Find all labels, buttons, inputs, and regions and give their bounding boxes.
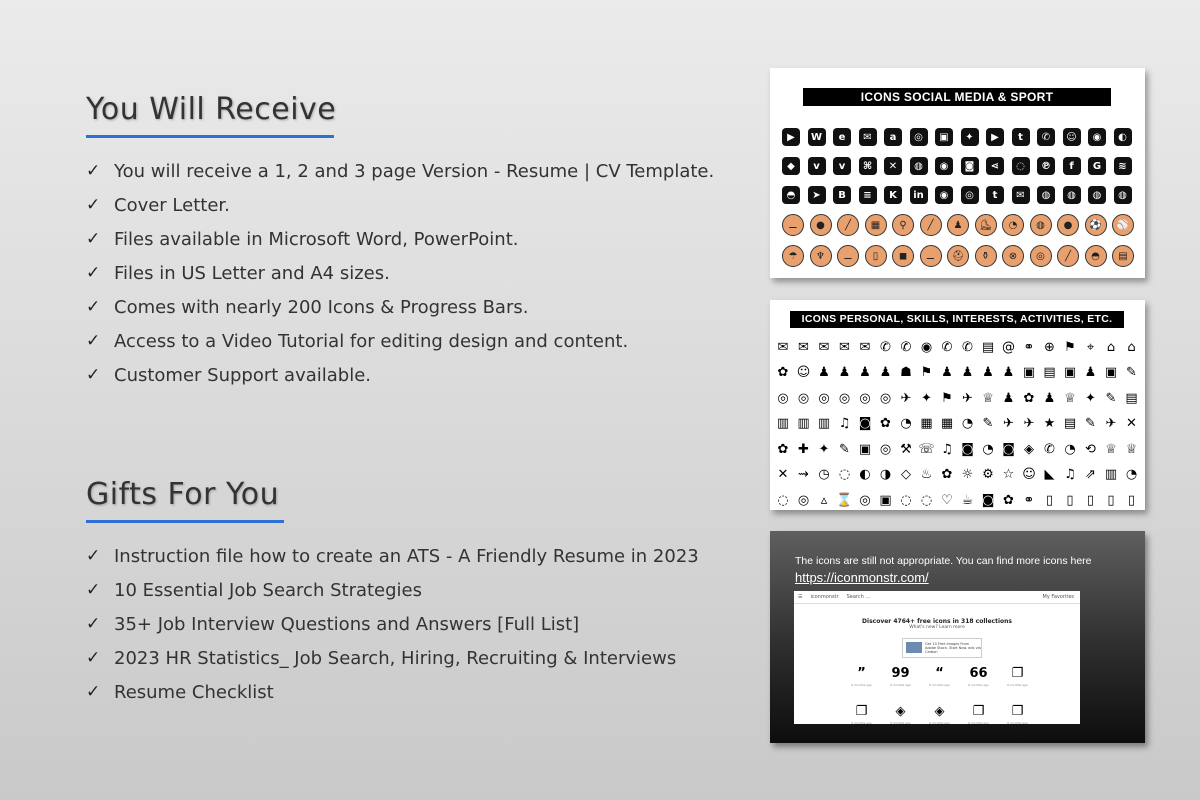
screenshot-icon-tile bbox=[998, 667, 1037, 687]
social-media-icon: ◉ bbox=[935, 157, 953, 175]
gifts-item-text: 35+ Job Interview Questions and Answers [Full List] bbox=[114, 613, 580, 635]
personal-skill-icon: ⌛ bbox=[836, 492, 853, 508]
personal-skill-icon: ✿ bbox=[1023, 390, 1035, 406]
sport-icon: ♆ bbox=[810, 245, 832, 267]
personal-skill-icon: ◔ bbox=[1064, 441, 1076, 457]
personal-skill-icon: @ bbox=[1002, 339, 1015, 355]
personal-skill-icon: ⟲ bbox=[1085, 441, 1096, 457]
personal-skill-icon: ◎ bbox=[838, 390, 851, 406]
screenshot-favorites: My Favorites bbox=[1042, 594, 1074, 600]
personal-skill-icon: ◑ bbox=[879, 467, 892, 482]
social-media-icon: ≡ bbox=[859, 186, 877, 204]
social-media-icon: ℗ bbox=[1037, 157, 1055, 175]
screenshot-icon-tile bbox=[842, 705, 881, 724]
sport-icon: ☂ bbox=[782, 245, 804, 267]
social-media-icon: t bbox=[986, 186, 1004, 204]
quote-icon: 99 bbox=[891, 666, 910, 681]
iconmonstr-link[interactable]: https://iconmonstr.com/ bbox=[795, 570, 929, 585]
menu-icon: ☰ bbox=[798, 594, 803, 600]
receive-title: You Will Receive bbox=[86, 92, 337, 127]
personal-skill-icon: ✉ bbox=[777, 339, 789, 355]
sport-icon: ⚲ bbox=[892, 214, 914, 236]
social-media-icon: ◎ bbox=[910, 128, 928, 146]
quote-icon: ❐ bbox=[855, 704, 868, 719]
personal-skill-icon: ✆ bbox=[962, 339, 973, 355]
receive-item bbox=[86, 290, 714, 324]
checkmark-icon: ✓ bbox=[86, 614, 101, 634]
screenshot-icon-grid bbox=[842, 667, 1037, 724]
personal-skill-icon: ✦ bbox=[1085, 390, 1096, 406]
personal-skill-icon: ✎ bbox=[982, 416, 994, 431]
icon-caption: 6 months ago bbox=[851, 683, 872, 687]
social-media-icon: ◆ bbox=[782, 157, 800, 175]
gifts-list bbox=[86, 539, 699, 709]
sport-icon: ▦ bbox=[865, 214, 887, 236]
screenshot-search: Search ... bbox=[846, 594, 871, 600]
quote-icon: ◈ bbox=[934, 704, 945, 719]
iconmonstr-note: The icons are still not appropriate. You can find more icons here bbox=[795, 555, 1092, 567]
ad-text: Get 10 Free Images From Adobe Stock. Start Now. ads via Carbon bbox=[925, 642, 981, 654]
quote-icon: “ bbox=[935, 666, 944, 681]
personal-skill-icon: ☏ bbox=[918, 441, 935, 457]
personal-skill-icon: ▥ bbox=[1104, 467, 1118, 482]
screenshot-heading: Discover 4764+ free icons in 318 collections bbox=[862, 618, 1012, 625]
personal-skill-icon: ✆ bbox=[1044, 441, 1055, 457]
personal-skill-icon: ♟ bbox=[838, 365, 851, 380]
personal-skill-icon: ✦ bbox=[921, 390, 932, 406]
personal-skill-icon: ♫ bbox=[838, 416, 851, 431]
personal-skill-icon: ◌ bbox=[838, 467, 851, 482]
personal-skill-icon: ◙ bbox=[1002, 441, 1015, 457]
personal-skill-icon: ◙ bbox=[981, 492, 995, 508]
personal-skill-icon: ⇝ bbox=[798, 467, 809, 482]
personal-skill-icon: ✿ bbox=[880, 416, 891, 431]
receive-item bbox=[86, 188, 714, 222]
gifts-section bbox=[86, 477, 699, 709]
personal-skill-icon: ▯ bbox=[1107, 492, 1115, 508]
screenshot-logo: iconmonstr bbox=[810, 594, 839, 600]
receive-item bbox=[86, 154, 714, 188]
personal-skill-icon: ◐ bbox=[859, 467, 871, 482]
screenshot-icon-tile bbox=[998, 705, 1037, 724]
personal-skill-icon: ◎ bbox=[879, 441, 892, 457]
screenshot-ad bbox=[902, 638, 982, 658]
gifts-item-text: Instruction file how to create an ATS - A Friendly Resume in 2023 bbox=[114, 545, 699, 567]
social-media-icon: ≋ bbox=[1114, 157, 1132, 175]
personal-skill-icon: ♟ bbox=[879, 365, 892, 380]
receive-item-text: Files available in Microsoft Word, PowerPoint. bbox=[114, 228, 519, 250]
personal-skill-icon: ⚑ bbox=[920, 365, 933, 380]
checkmark-icon: ✓ bbox=[86, 161, 101, 181]
personal-skill-icon: ⚑ bbox=[941, 390, 953, 406]
personal-skill-icon: ▯ bbox=[1127, 492, 1136, 508]
personal-icons-grid bbox=[776, 340, 1145, 507]
screenshot-icon-tile bbox=[959, 705, 998, 724]
sport-icon: ╱ bbox=[837, 214, 859, 236]
social-media-icon: e bbox=[833, 128, 851, 146]
social-media-icon: ✉ bbox=[1012, 186, 1030, 204]
personal-skill-icon: ⌖ bbox=[1086, 339, 1095, 355]
social-media-icon: ▶ bbox=[782, 128, 800, 146]
personal-skill-icon: ☼ bbox=[961, 467, 974, 482]
personal-skill-icon: ☺ bbox=[796, 365, 811, 380]
personal-skill-icon: ◎ bbox=[859, 492, 871, 508]
personal-skill-icon: ✈ bbox=[1105, 416, 1117, 431]
checkmark-icon: ✓ bbox=[86, 195, 101, 215]
screenshot-icon-tile bbox=[842, 667, 881, 687]
iconmonstr-screenshot bbox=[794, 591, 1080, 724]
personal-skill-icon: ◔ bbox=[982, 441, 994, 457]
personal-skill-icon: ✆ bbox=[880, 339, 891, 355]
personal-panel-title: ICONS PERSONAL, SKILLS, INTERESTS, ACTIVITIES, ETC. bbox=[790, 311, 1124, 328]
social-media-icon: W bbox=[808, 128, 826, 146]
personal-skill-icon: ◔ bbox=[1125, 467, 1138, 482]
personal-skill-icon: ▣ bbox=[1104, 365, 1118, 380]
social-media-icon: f bbox=[1063, 157, 1081, 175]
social-media-icon: v bbox=[833, 157, 851, 175]
social-media-icon: a bbox=[884, 128, 902, 146]
gifts-item-text: Resume Checklist bbox=[114, 681, 274, 703]
personal-skill-icon: ◷ bbox=[818, 467, 830, 482]
gifts-item-text: 2023 HR Statistics_ Job Search, Hiring, Recruiting & Interviews bbox=[114, 647, 677, 669]
screenshot-icon-tile bbox=[881, 667, 920, 687]
screenshot-icon-tile bbox=[920, 705, 959, 724]
sport-icon: ⊗ bbox=[1002, 245, 1024, 267]
personal-skill-icon: ♟ bbox=[1002, 390, 1015, 406]
gifts-item-text: 10 Essential Job Search Strategies bbox=[114, 579, 423, 601]
personal-skill-icon: ✕ bbox=[777, 467, 789, 482]
personal-skill-icon: ▥ bbox=[817, 416, 831, 431]
personal-skill-icon: ◎ bbox=[818, 390, 830, 406]
social-sport-icons-panel bbox=[770, 68, 1145, 278]
personal-skill-icon: ✿ bbox=[941, 467, 953, 482]
personal-skill-icon: ♟ bbox=[961, 365, 974, 380]
personal-skill-icon: ♨ bbox=[920, 467, 933, 482]
personal-skill-icon: ▯ bbox=[1086, 492, 1095, 508]
screenshot-icon-tile bbox=[881, 705, 920, 724]
sport-icon: ● bbox=[810, 214, 832, 236]
personal-skill-icon: ◙ bbox=[961, 441, 974, 457]
social-media-icon: ◐ bbox=[1114, 128, 1132, 146]
social-media-icon: ➤ bbox=[808, 186, 826, 204]
personal-skill-icon: ⚑ bbox=[1064, 339, 1076, 355]
personal-skill-icon: ◌ bbox=[920, 492, 933, 508]
sport-icon: ◎ bbox=[1030, 245, 1052, 267]
personal-skill-icon: ☗ bbox=[900, 365, 912, 380]
social-media-icon: ◉ bbox=[1088, 128, 1106, 146]
receive-title-underline bbox=[86, 135, 334, 138]
checkmark-icon: ✓ bbox=[86, 297, 101, 317]
personal-skill-icon: ▤ bbox=[1063, 416, 1077, 431]
icon-caption: 6 months ago bbox=[890, 721, 911, 724]
personal-skill-icon: ▤ bbox=[1125, 390, 1138, 406]
icon-caption: 6 months ago bbox=[929, 683, 950, 687]
social-media-icon: ◓ bbox=[782, 186, 800, 204]
social-sport-panel-title: ICONS SOCIAL MEDIA & SPORT bbox=[803, 88, 1111, 106]
social-media-icon: ▣ bbox=[935, 128, 953, 146]
personal-skill-icon: ✈ bbox=[900, 390, 912, 406]
personal-skill-icon: ◉ bbox=[920, 339, 933, 355]
personal-skill-icon: ▥ bbox=[797, 416, 810, 431]
personal-skill-icon: ★ bbox=[1043, 416, 1056, 431]
personal-skill-icon: ♟ bbox=[1002, 365, 1015, 380]
gifts-item bbox=[86, 539, 699, 573]
personal-skill-icon: ♫ bbox=[1064, 467, 1076, 482]
personal-skill-icon: ♟ bbox=[818, 365, 830, 380]
personal-skill-icon: ✕ bbox=[1126, 416, 1137, 431]
personal-skill-icon: ⊕ bbox=[1044, 339, 1055, 355]
social-media-icon: t bbox=[1012, 128, 1030, 146]
personal-skill-icon: ✿ bbox=[777, 441, 789, 457]
sport-icon: ♟ bbox=[947, 214, 969, 236]
personal-skill-icon: ◣ bbox=[1044, 467, 1055, 482]
sport-icon: ⚊ bbox=[782, 214, 804, 236]
social-media-icon: ◍ bbox=[1037, 186, 1055, 204]
ad-image bbox=[906, 642, 922, 653]
sport-icon: ⛑ bbox=[947, 245, 969, 267]
icon-caption: 6 months ago bbox=[1007, 683, 1028, 687]
social-media-icon: ✆ bbox=[1037, 128, 1055, 146]
social-media-icon: ◍ bbox=[1063, 186, 1081, 204]
sport-icon: ◔ bbox=[1002, 214, 1024, 236]
icon-caption: 6 months ago bbox=[968, 721, 989, 724]
social-media-icon: ◍ bbox=[1088, 186, 1106, 204]
social-media-icon: ◎ bbox=[961, 186, 979, 204]
personal-skill-icon: ▣ bbox=[879, 492, 892, 508]
sport-icon: ⚱ bbox=[975, 245, 997, 267]
personal-skill-icon: ◎ bbox=[777, 390, 789, 406]
social-media-icon: v bbox=[808, 157, 826, 175]
gifts-item bbox=[86, 675, 699, 709]
personal-skill-icon: ✈ bbox=[1003, 416, 1014, 431]
social-media-icon: ✦ bbox=[961, 128, 979, 146]
receive-item-text: Access to a Video Tutorial for editing design and content. bbox=[114, 330, 629, 352]
sport-icon: ◓ bbox=[1085, 245, 1107, 267]
screenshot-subheading: What's new? Learn more bbox=[909, 625, 965, 630]
personal-skill-icon: ✆ bbox=[941, 339, 953, 355]
personal-skill-icon: ♕ bbox=[1125, 441, 1138, 457]
personal-skill-icon: ▤ bbox=[1043, 365, 1056, 380]
sport-icon: ● bbox=[1057, 214, 1079, 236]
personal-skill-icon: ♕ bbox=[1064, 390, 1076, 406]
sport-icons-grid bbox=[782, 214, 1140, 267]
checkmark-icon: ✓ bbox=[86, 682, 101, 702]
personal-skill-icon: ◔ bbox=[900, 416, 912, 431]
personal-skill-icon: ✎ bbox=[1085, 416, 1096, 431]
screenshot-icon-tile bbox=[920, 667, 959, 687]
personal-skill-icon: ♡ bbox=[941, 492, 953, 508]
social-media-icon: ✕ bbox=[884, 157, 902, 175]
receive-item bbox=[86, 358, 714, 392]
personal-skill-icon: ▯ bbox=[1045, 492, 1054, 508]
quote-icon: ❐ bbox=[1011, 704, 1024, 719]
personal-skill-icon: ✎ bbox=[839, 441, 850, 457]
receive-section bbox=[86, 92, 714, 392]
personal-skill-icon: ◙ bbox=[858, 416, 872, 431]
social-media-icon: K bbox=[884, 186, 902, 204]
quote-icon: ◈ bbox=[895, 704, 906, 719]
personal-skill-icon: ◎ bbox=[797, 390, 810, 406]
personal-skill-icon: ◌ bbox=[900, 492, 912, 508]
receive-item-text: Cover Letter. bbox=[114, 194, 230, 216]
personal-skill-icon: ♟ bbox=[1084, 365, 1097, 380]
personal-skill-icon: ✉ bbox=[839, 339, 850, 355]
screenshot-toolbar bbox=[794, 591, 1080, 604]
personal-skill-icon: ♕ bbox=[982, 390, 994, 406]
personal-skill-icon: ▣ bbox=[858, 441, 872, 457]
checkmark-icon: ✓ bbox=[86, 331, 101, 351]
iconmonstr-panel bbox=[770, 531, 1145, 743]
sport-icon: ◼ bbox=[892, 245, 914, 267]
receive-item bbox=[86, 256, 714, 290]
social-media-icon: ◍ bbox=[910, 157, 928, 175]
personal-skill-icon: ✿ bbox=[1003, 492, 1014, 508]
checkmark-icon: ✓ bbox=[86, 546, 101, 566]
screenshot-icon-tile bbox=[959, 667, 998, 687]
sport-icon: ◍ bbox=[1030, 214, 1052, 236]
personal-skill-icon: ▣ bbox=[1063, 365, 1077, 380]
icon-caption: 6 months ago bbox=[1007, 721, 1028, 724]
personal-skill-icon: ▣ bbox=[1022, 365, 1036, 380]
sport-icon: ⛸ bbox=[975, 214, 997, 236]
personal-skill-icon: ◔ bbox=[961, 416, 974, 431]
personal-skill-icon: ✚ bbox=[798, 441, 809, 457]
personal-skill-icon: ▯ bbox=[1066, 492, 1074, 508]
sport-icon: ╱ bbox=[1057, 245, 1079, 267]
personal-skill-icon: ⌂ bbox=[1106, 339, 1116, 355]
quote-icon: ” bbox=[857, 666, 866, 681]
personal-skill-icon: ☕ bbox=[961, 492, 974, 508]
personal-skill-icon: ♕ bbox=[1105, 441, 1117, 457]
personal-skill-icon: ◎ bbox=[879, 390, 892, 406]
sport-icon: ╱ bbox=[920, 214, 942, 236]
gifts-item bbox=[86, 573, 699, 607]
sport-icon: ⚾ bbox=[1112, 214, 1134, 236]
personal-skill-icon: ♟ bbox=[941, 365, 953, 380]
personal-skill-icon: ♫ bbox=[941, 441, 953, 457]
personal-skill-icon: ☺ bbox=[1022, 467, 1036, 482]
social-media-icon: ✉ bbox=[859, 128, 877, 146]
checkmark-icon: ✓ bbox=[86, 580, 101, 600]
icon-caption: 6 months ago bbox=[968, 683, 989, 687]
receive-item-text: You will receive a 1, 2 and 3 page Version - Resume | CV Template. bbox=[114, 160, 715, 182]
personal-skill-icon: ▦ bbox=[940, 416, 954, 431]
personal-skill-icon: ▤ bbox=[981, 339, 995, 355]
personal-skill-icon: ✎ bbox=[1105, 390, 1117, 406]
social-media-icon: ☺ bbox=[1063, 128, 1081, 146]
gifts-item bbox=[86, 607, 699, 641]
gifts-title-underline bbox=[86, 520, 284, 523]
personal-skill-icon: ⚭ bbox=[1023, 492, 1035, 508]
social-media-icon: ◍ bbox=[1114, 186, 1132, 204]
personal-skill-icon: ♟ bbox=[1043, 390, 1056, 406]
personal-skill-icon: ◇ bbox=[901, 467, 911, 482]
icon-caption: 6 months ago bbox=[929, 721, 950, 724]
personal-skill-icon: ✿ bbox=[777, 365, 789, 380]
sport-icon: ⚊ bbox=[837, 245, 859, 267]
social-media-icon: ⌘ bbox=[859, 157, 877, 175]
social-media-icon: ◉ bbox=[935, 186, 953, 204]
receive-item-text: Customer Support available. bbox=[114, 364, 372, 386]
personal-skill-icon: ✦ bbox=[818, 441, 830, 457]
personal-skill-icon: ✉ bbox=[859, 339, 871, 355]
quote-icon: 66 bbox=[969, 666, 988, 681]
personal-skill-icon: ⌂ bbox=[1127, 339, 1136, 355]
social-media-icon: ▶ bbox=[986, 128, 1004, 146]
social-media-icon: B bbox=[833, 186, 851, 204]
social-media-icon: ◌ bbox=[1012, 157, 1030, 175]
checkmark-icon: ✓ bbox=[86, 365, 101, 385]
personal-icons-panel bbox=[770, 300, 1145, 510]
sport-icon: ⚽ bbox=[1085, 214, 1107, 236]
receive-item bbox=[86, 324, 714, 358]
icon-caption: 6 months ago bbox=[890, 683, 911, 687]
checkmark-icon: ✓ bbox=[86, 229, 101, 249]
personal-skill-icon: ✉ bbox=[818, 339, 830, 355]
gifts-title: Gifts For You bbox=[86, 477, 280, 512]
personal-skill-icon: ◎ bbox=[859, 390, 871, 406]
social-media-icon: ◙ bbox=[961, 157, 979, 175]
personal-skill-icon: ✈ bbox=[962, 390, 973, 406]
social-media-icon: in bbox=[910, 186, 928, 204]
personal-skill-icon: ♟ bbox=[982, 365, 994, 380]
social-media-icon: G bbox=[1088, 157, 1106, 175]
personal-skill-icon: ◎ bbox=[797, 492, 810, 508]
personal-skill-icon: ✆ bbox=[900, 339, 912, 355]
gifts-item bbox=[86, 641, 699, 675]
sport-icon: ▯ bbox=[865, 245, 887, 267]
personal-skill-icon: ◌ bbox=[777, 492, 789, 508]
icon-caption: 6 months ago bbox=[851, 721, 872, 724]
personal-skill-icon: ♟ bbox=[859, 365, 871, 380]
personal-skill-icon: ✉ bbox=[798, 339, 809, 355]
checkmark-icon: ✓ bbox=[86, 263, 101, 283]
receive-list bbox=[86, 154, 714, 392]
personal-skill-icon: ◈ bbox=[1024, 441, 1034, 457]
personal-skill-icon: ☆ bbox=[1002, 467, 1015, 482]
personal-skill-icon: ⇗ bbox=[1085, 467, 1096, 482]
personal-skill-icon: ⚒ bbox=[900, 441, 912, 457]
personal-skill-icon: ⚭ bbox=[1023, 339, 1035, 355]
personal-skill-icon: ✈ bbox=[1023, 416, 1035, 431]
quote-icon: ❐ bbox=[1011, 666, 1024, 681]
receive-item-text: Comes with nearly 200 Icons & Progress Bars. bbox=[114, 296, 529, 318]
personal-skill-icon: ✎ bbox=[1126, 365, 1137, 380]
receive-item-text: Files in US Letter and A4 sizes. bbox=[114, 262, 390, 284]
social-media-icon: ⋖ bbox=[986, 157, 1004, 175]
quote-icon: ❐ bbox=[972, 704, 985, 719]
sport-icon: ▤ bbox=[1112, 245, 1134, 267]
personal-skill-icon: ▥ bbox=[776, 416, 790, 431]
receive-item bbox=[86, 222, 714, 256]
social-icons-grid bbox=[782, 128, 1139, 204]
personal-skill-icon: ▵ bbox=[820, 492, 828, 508]
sport-icon: ⚊ bbox=[920, 245, 942, 267]
checkmark-icon: ✓ bbox=[86, 648, 101, 668]
personal-skill-icon: ⚙ bbox=[982, 467, 994, 482]
personal-skill-icon: ▦ bbox=[920, 416, 933, 431]
